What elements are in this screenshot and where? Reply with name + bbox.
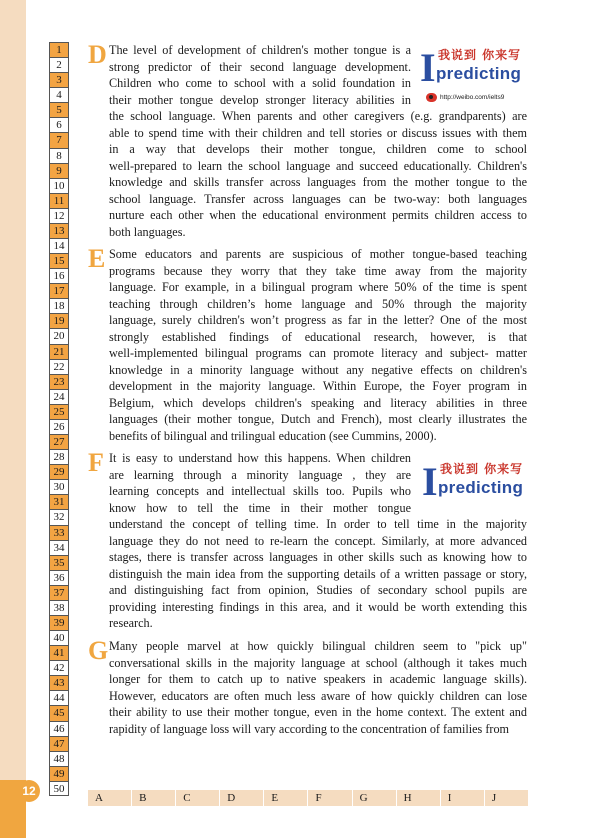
line-number: 43 (49, 675, 69, 690)
answer-option-g: G (352, 790, 396, 806)
text-line: strong predictor of their second language development. (109, 59, 411, 74)
line-number: 23 (49, 374, 69, 389)
text-line: distinguish the main idea from the supporting details of a written passage or story, (109, 566, 527, 581)
line-number: 45 (49, 705, 69, 720)
line-number: 8 (49, 148, 69, 163)
line-number: 32 (49, 509, 69, 524)
line-number: 19 (49, 313, 69, 328)
line-number: 12 (49, 208, 69, 223)
line-number-column (49, 42, 69, 796)
text-line: well-prepared to learn the school language and succeed educationally. Children's (109, 158, 527, 173)
answer-option-e: E (263, 790, 307, 806)
weibo-icon (426, 93, 437, 102)
text-line: Many people marvel at how quickly bilingual children seem to "pick up" (109, 639, 527, 653)
paragraph-text (109, 638, 527, 737)
line-number: 9 (49, 163, 69, 178)
text-line: conversational skills in the majority language at school (although it takes much (109, 655, 527, 670)
text-line: providing interesting findings in this area, and it would be worth extending this (109, 599, 527, 614)
text-line: teaching through children’s home language and 50% through the majority (109, 296, 527, 311)
answer-option-a: A (95, 792, 103, 804)
text-line: language. For example, in a bilingual program where 50% of the time is spent (109, 280, 527, 295)
predicting-logo: I 我说到 你来写 predicting (420, 45, 522, 90)
line-number: 29 (49, 464, 69, 479)
line-number: 28 (49, 449, 69, 464)
answer-option-c: C (175, 790, 219, 806)
answer-option-f: F (307, 790, 351, 806)
logo-chinese-text: 我说到 你来写 (440, 462, 524, 476)
paragraph-letter: E (88, 244, 106, 273)
text-line: knowledge in a minority language without any negative effects on children's (109, 362, 527, 377)
answer-options-bar (88, 790, 528, 806)
line-number: 48 (49, 751, 69, 766)
line-number: 39 (49, 615, 69, 630)
predicting-logo: I 我说到 你来写 predicting (422, 459, 524, 504)
line-number: 25 (49, 404, 69, 419)
line-number: 36 (49, 570, 69, 585)
text-line: their ability to use their mother tongue, even in the home context. The extent and (109, 705, 527, 720)
text-line: It is easy to understand how this happens. When children (109, 451, 411, 465)
text-line: knowledge and skills transfer across languages from the mother tongue to the (109, 175, 527, 190)
paragraph-letter: D (88, 40, 107, 69)
text-line: language, surely children's won’t progress as far in the letter? One of the most (109, 313, 527, 328)
line-number: 10 (49, 178, 69, 193)
text-line: Belgium, which develops children's speaking and literacy abilities in three (109, 395, 527, 410)
text-line: Some educators and parents are suspicious of mother tongue-based teaching (109, 247, 527, 261)
line-number: 20 (49, 328, 69, 343)
line-number: 3 (49, 72, 69, 87)
line-number: 14 (49, 238, 69, 253)
line-number: 7 (49, 132, 69, 147)
line-number: 17 (49, 283, 69, 298)
logo-brand-text: predicting (438, 478, 524, 497)
text-line: The level of development of children's mother tongue is a (109, 43, 411, 57)
text-line: school language. Transfer across languages can be two-way: both languages (109, 191, 527, 206)
line-number: 40 (49, 630, 69, 645)
text-line: rapidity of language loss will vary according to the concentration of families from (109, 721, 510, 736)
line-number: 49 (49, 766, 69, 781)
text-line: and distinguishing fact from opinion, Studies of secondary school pupils are (109, 583, 527, 598)
line-number: 11 (49, 193, 69, 208)
line-number: 24 (49, 389, 69, 404)
paragraph-letter: G (88, 636, 109, 665)
text-line: However, educators are often much less aware of how quickly children can lose (109, 688, 527, 703)
line-number: 31 (49, 494, 69, 509)
text-line: languages (their mother tongue, Dutch and French), most clearly illustrates the (109, 412, 527, 427)
text-line: both languages. (109, 225, 186, 240)
line-number: 34 (49, 540, 69, 555)
logo-brand-text: predicting (436, 64, 522, 83)
text-line: strongly established findings of educational research, however, is that (109, 329, 527, 344)
text-line: the school language. When parents and other caregivers (e.g. grandparents) are (109, 109, 527, 124)
paragraph-letter: F (88, 448, 104, 477)
line-number: 41 (49, 645, 69, 660)
answer-option-j: J (484, 790, 528, 806)
text-line: their mother tongue develop stronger literacy abilities in (109, 92, 411, 107)
paragraph-text (109, 246, 527, 445)
text-line: development in the majority language. Within Europe, the Foyer program in (109, 379, 527, 394)
line-number: 46 (49, 721, 69, 736)
line-number: 37 (49, 585, 69, 600)
answer-option-h: H (396, 790, 440, 806)
line-number: 15 (49, 253, 69, 268)
text-line: longer for them to catch up to native speakers in academic language skills). (109, 672, 527, 687)
line-number: 44 (49, 690, 69, 705)
text-line: benefits of bilingual and trilingual education (see Cummins, 2000). (109, 429, 437, 444)
line-number: 4 (49, 87, 69, 102)
line-number: 22 (49, 359, 69, 374)
line-number: 18 (49, 298, 69, 313)
weibo-url: http://weibo.com/ielts9 (440, 94, 505, 101)
line-number: 27 (49, 434, 69, 449)
line-number: 5 (49, 102, 69, 117)
text-line: understand the concept of telling time. In order to tell time in the majority (109, 517, 527, 532)
line-number: 42 (49, 660, 69, 675)
text-line: research. (109, 616, 153, 631)
text-line: able to spend time with their children and tell stories or discuss issues with them (109, 125, 527, 140)
text-line: learning concepts and intellectual skills too. Pupils who (109, 484, 411, 499)
text-line: well-implemented bilingual programs can promote literacy and subject- matter (109, 346, 527, 361)
answer-option-b: B (131, 790, 175, 806)
text-line: stages, there is transfer across languages in other skills such as knowing how to (109, 550, 527, 565)
line-number: 26 (49, 419, 69, 434)
line-number: 13 (49, 223, 69, 238)
text-line: Children who come to school with a solid foundation in (109, 76, 411, 91)
line-number: 33 (49, 525, 69, 540)
text-line: know how to tell the time in their mother tongue (109, 500, 411, 515)
line-number: 1 (49, 42, 69, 57)
line-number: 38 (49, 600, 69, 615)
line-number: 50 (49, 781, 69, 796)
line-number: 16 (49, 268, 69, 283)
text-line: are learning through a minority language , they are (109, 467, 411, 482)
page-number: 12 (18, 780, 40, 802)
line-number: 21 (49, 344, 69, 359)
line-number: 35 (49, 555, 69, 570)
text-line: in a way that develops their mother tongue, children come to school (109, 142, 527, 157)
text-line: nurture each other when the educational environment permits children access to (109, 208, 527, 223)
text-line: language they do not need to re-learn the concept. Similarly, at more advanced (109, 533, 527, 548)
logo-chinese-text: 我说到 你来写 (438, 48, 522, 62)
line-number: 47 (49, 736, 69, 751)
answer-option-d: D (219, 790, 263, 806)
text-line: programs because they worry that they take time away from the majority (109, 263, 527, 278)
page-margin-strip (0, 0, 26, 838)
line-number: 6 (49, 117, 69, 132)
answer-option-i: I (440, 790, 484, 806)
weibo-link[interactable] (426, 92, 530, 104)
line-number: 2 (49, 57, 69, 72)
line-number: 30 (49, 479, 69, 494)
